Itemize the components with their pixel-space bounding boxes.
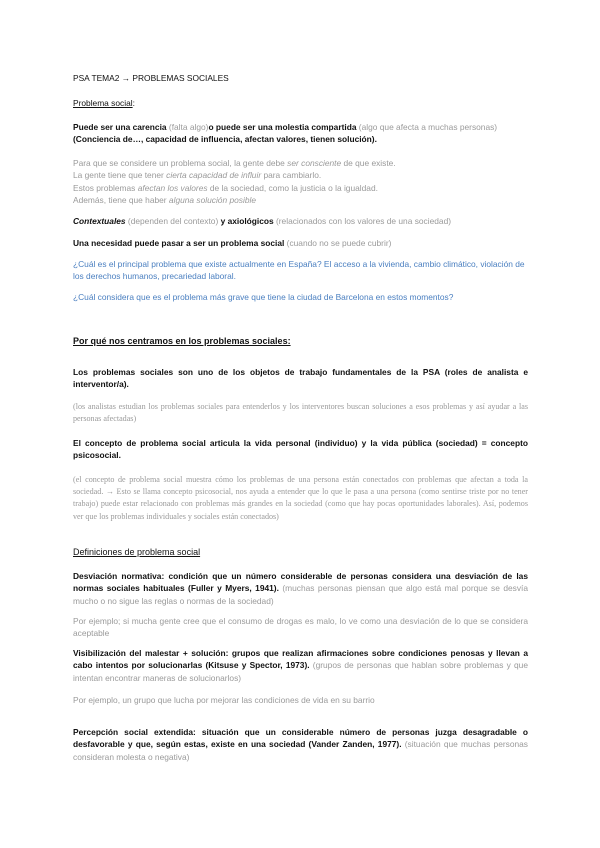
cond4-text: Además, tiene que haber (73, 195, 169, 206)
afecta-note: (algo que afecta a muchas personas) (356, 122, 498, 132)
paragraph-conditions (73, 157, 528, 207)
concepto-text: El concepto de problema social articula la vida personal (individuo) y la vida pública (sociedad) = concepto psicosocial. (73, 438, 528, 461)
heading-text: Por qué nos centramos en los problemas sociales: (73, 336, 291, 346)
heading-text: Problema social (73, 98, 133, 108)
cond3-end: de la sociedad, como la justicia o la igualdad. (207, 182, 378, 193)
percepcion-note: (situación que muchas personas consideran molesta o negativa) (73, 739, 528, 762)
cond1-text: Para que se considere un problema social, la gente debe (73, 158, 288, 168)
necesidad-text: Una necesidad puede pasar a ser un problema social (73, 238, 285, 248)
cond2-text: La gente tiene que tener (73, 170, 167, 181)
heading-colon: : (132, 98, 135, 108)
example-desviacion-text: Por ejemplo; si mucha gente cree que el consumo de drogas es malo, lo ve como una desviación de lo que se considera aceptable (73, 616, 528, 639)
title-text: PSA TEMA2 → PROBLEMAS SOCIALES (73, 73, 229, 83)
section-por-que-heading (73, 335, 528, 347)
desviacion-note: (muchas personas piensan que algo está mal porque se desvía mucho o no sigue las reglas o normas de la sociedad) (73, 583, 529, 606)
heading-text: Definiciones de problema social (73, 547, 201, 557)
section-problema-social-heading (73, 97, 528, 109)
section-definiciones-heading (73, 546, 528, 558)
definition-visibilizacion (73, 647, 528, 684)
visibilizacion-note: (grupos de personas que hablan sobre problemas y que intentan encontrar maneras de solucionarlos) (73, 660, 528, 683)
analistas-note-text: (los analistas estudian los problemas sociales para entenderlos y los interventores buscan soluciones a esos problemas y así ayudar a las personas afectadas) (73, 402, 528, 424)
cond1-end: de que existe. (341, 158, 396, 168)
contextuales-text: Contextuales (73, 216, 126, 226)
conciencia-text: (Conciencia de…, capacidad de influencia, afectan valores, tienen solución). (73, 134, 377, 145)
note-analistas (73, 401, 528, 425)
question-espana (73, 258, 528, 283)
objetos-text: Los problemas sociales son uno de los objetos de trabajo fundamentales de la PSA (roles de analista e interventor/a). (73, 367, 528, 390)
definition-percepcion (73, 726, 528, 763)
question-barcelona (73, 291, 528, 303)
note-psicosocial (73, 474, 528, 523)
document-title (73, 72, 528, 84)
paragraph-necesidad (73, 237, 528, 249)
question-espana-text: ¿Cuál es el principal problema que existe actualmente en España? El acceso a la vivienda, cambio climático, violación de los derechos humanos, precariedad laboral. (73, 259, 525, 282)
carencia-text: Puede ser una carencia (73, 122, 167, 132)
contextuales-note: (dependen del contexto) (125, 216, 221, 226)
falta-algo-note: (falta algo) (166, 122, 209, 132)
example-visibilizacion (73, 694, 528, 706)
axiologicos-note: (relacionados con los valores de una sociedad) (273, 216, 452, 226)
example-desviacion (73, 615, 528, 640)
example-visibilizacion-text: Por ejemplo, un grupo que lucha por mejorar las condiciones de vida en su barrio (73, 695, 375, 705)
paragraph-contextuales (73, 215, 528, 227)
molestia-text: o puede ser una molestia compartida (208, 122, 357, 132)
definition-desviacion (73, 570, 528, 607)
cond1-italic: ser consciente (287, 158, 342, 168)
question-barcelona-text: ¿Cuál considera que es el problema más grave que tiene la ciudad de Barcelona en estos momentos? (73, 292, 454, 302)
cond2-italic: cierta capacidad de influir (166, 170, 262, 181)
percepcion-text: Percepción social extendida: situación que un considerable número de personas juzga desagradable o desfavorable y que, según estas, existe en una sociedad (Vander Zanden, 1977). (73, 727, 528, 750)
paragraph-concepto-psicosocial (73, 437, 528, 462)
cond3-italic: afectan los valores (137, 182, 208, 193)
paragraph-definition (73, 121, 528, 146)
cond4-italic: alguna solución posible (168, 195, 256, 206)
paragraph-objetos-trabajo (73, 366, 528, 391)
desviacion-text: Desviación normativa: condición que un número considerable de personas considera una desviación de las normas sociales habituales (Fuller y Myers, 1941). (73, 571, 528, 594)
cond2-end: para cambiarlo. (261, 170, 322, 181)
necesidad-note: (cuando no se puede cubrir) (284, 238, 392, 248)
cond3-text: Estos problemas (73, 182, 138, 193)
visibilizacion-text: Visibilización del malestar + solución: grupos que realizan afirmaciones sobre condiciones penosas y llevan a cabo intentos por solucionarlas (Kitsuse y Spector, 1973). (73, 648, 528, 671)
axiologicos-text: y axiológicos (220, 216, 274, 226)
psicosocial-note-text: (el concepto de problema social muestra cómo los problemas de una persona están conectados con problemas que afectan a toda la sociedad. → Esto se llama concepto psicosocial, nos ayuda a entender que lo que le pasa a una persona (como sentirse triste por no tener trabajo) puede estar relacionado con problemas más grandes en la sociedad (como que hay pocas oportunidades laborales). Así, podemos ver que los problemas individuales y sociales están conectados) (73, 475, 528, 521)
